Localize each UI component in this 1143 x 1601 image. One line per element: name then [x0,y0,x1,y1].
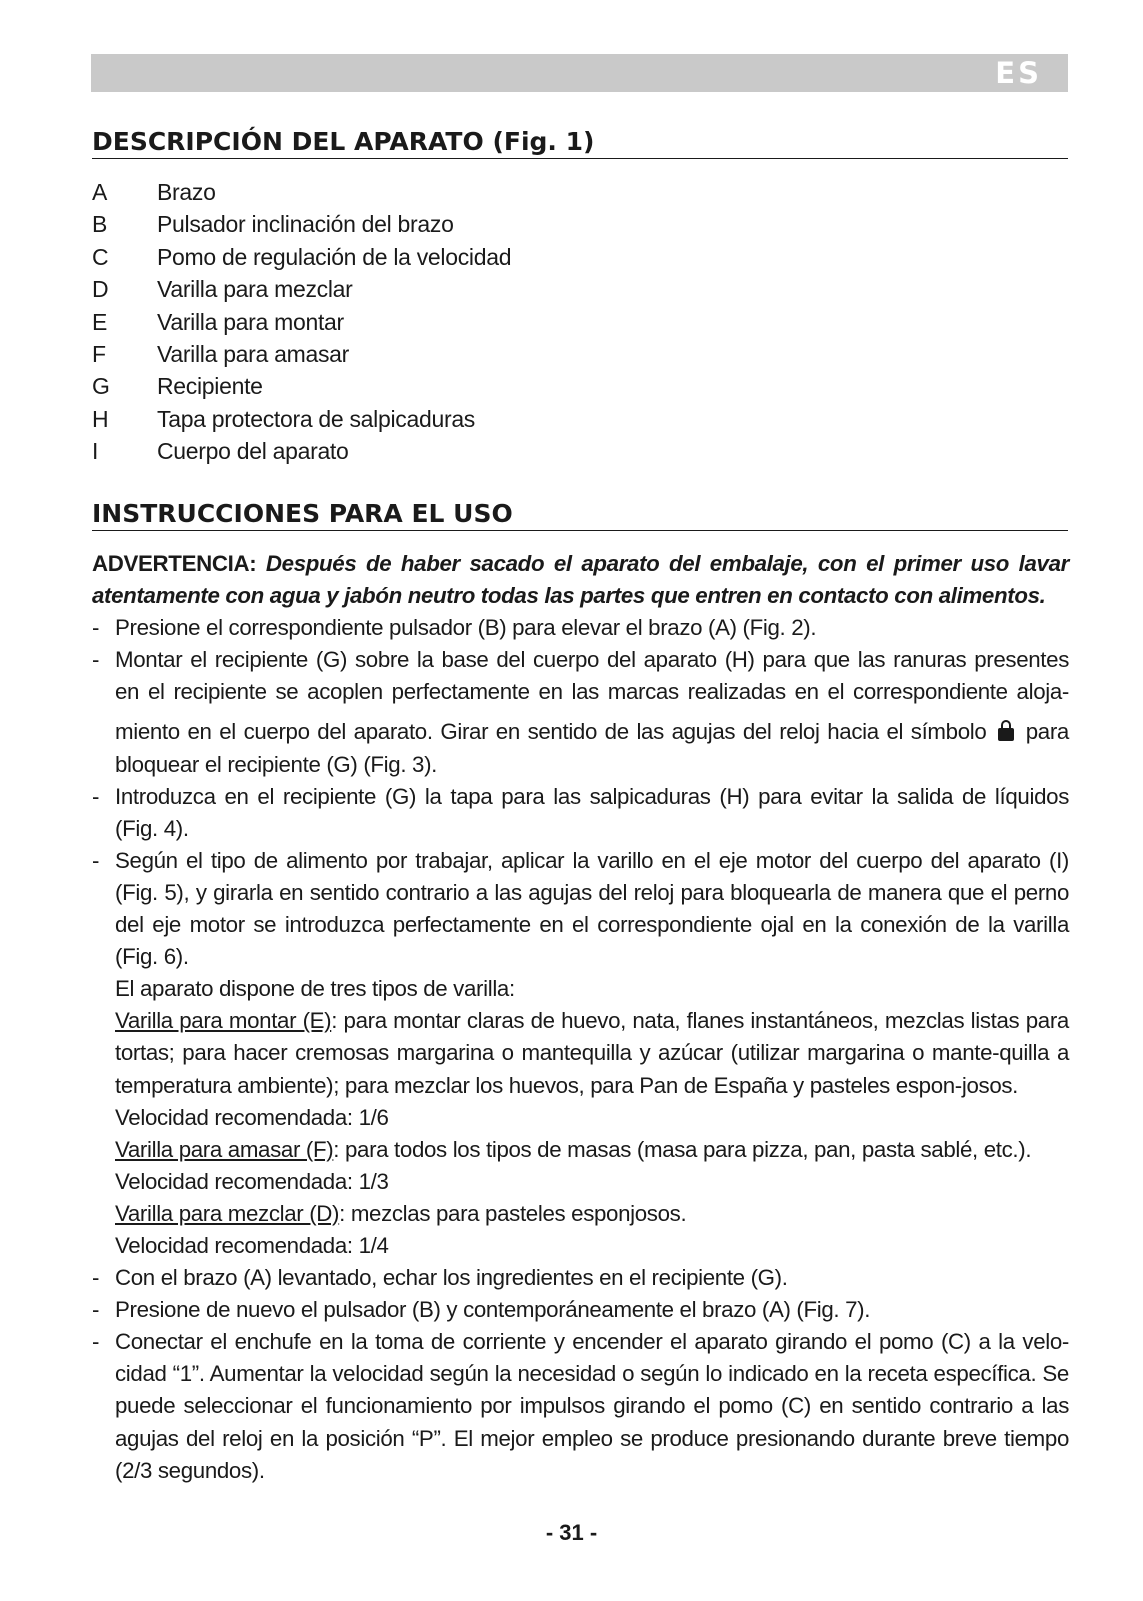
instruction-step [92,1262,1069,1294]
instruction-step [92,845,1069,973]
bullet-dash: - [92,1265,100,1291]
part-label: Cuerpo del aparato [157,438,349,465]
list-item [92,176,511,208]
step-text: Presione el correspondiente pulsador (B) para elevar el brazo (A) (Fig. 2). [115,615,817,641]
list-item [92,273,511,305]
warning-paragraph [92,548,1069,612]
whisk-name: Varilla para amasar (F) [115,1136,334,1162]
list-item [92,338,511,370]
language-label: ES [995,56,1042,90]
list-item [92,370,511,402]
part-code: F [92,340,106,367]
step-text-line [115,716,1069,748]
part-label: Brazo [157,179,216,205]
part-label: Pulsador inclinación del brazo [157,211,454,238]
bullet-dash: - [92,847,100,873]
part-code: C [92,243,109,270]
warning-label: ADVERTENCIA: [92,551,257,576]
bullet-dash: - [92,647,100,673]
part-code: B [92,211,108,238]
step-text-fragment: para [1025,719,1069,745]
whisk-speed: Velocidad recomendada: 1/3 [115,1168,389,1194]
step-text: Presione de nuevo el pulsador (B) y contemporáneamente el brazo (A) (Fig. 7). [115,1297,871,1323]
part-code: E [92,308,108,335]
warning-text: Después de haber sacado el aparato del embalaje, con el primer uso lavar atentamente con agua y jabón neutro todas las partes que entren en contacto con alimentos. [92,551,1069,609]
step-text-fragment: miento en el cuerpo del aparato. Girar en sentido de las agujas del reloj hacia el símbolo [115,719,987,745]
page-number: - 31 - [545,1520,598,1545]
step-text: Conectar el enchufe en la toma de corriente y encender el aparato girando el pomo (C) a la velo-cidad “1”. Aumentar la velocidad según la necesidad o según lo indicado en la receta específica. Se puede seleccionar el funcionamiento por impulsos girando el pomo (C) en sentido contrario a las agujas del reloj en la posición “P”. El mejor empleo se produce presionando durante breve tiempo (2/3 segundos). [115,1329,1069,1483]
step-text: Introduzca en el recipiente (G) la tapa para las salpicaduras (H) para evitar la salida de líquidos (Fig. 4). [115,783,1069,841]
part-code: A [92,179,108,205]
whisk-description: : mezclas para pasteles esponjosos. [339,1200,687,1226]
list-item [92,435,511,467]
step-text-line: bloquear el recipiente (G) (Fig. 3). [115,751,437,777]
instruction-step [92,1294,1069,1326]
bullet-dash: - [92,1329,100,1355]
part-code: H [92,405,109,432]
part-label: Pomo de regulación de la velocidad [157,243,512,270]
whisk-amasar [92,1134,1069,1166]
part-code: D [92,276,109,303]
list-item [92,208,511,240]
step-text-line: en el recipiente se acoplen perfectamente en las marcas realizadas en el correspondiente aloja- [115,679,1069,705]
bullet-dash: - [92,1297,100,1323]
instructions-body [92,548,1069,1487]
instruction-step [92,781,1069,845]
whisk-types-intro: El aparato dispone de tres tipos de varilla: [115,976,515,1002]
whisk-speed: Velocidad recomendada: 1/6 [115,1104,389,1130]
whisk-description: : para todos los tipos de masas (masa para pizza, pan, pasta sablé, etc.). [333,1136,1032,1162]
whisk-name: Varilla para montar (E) [115,1008,332,1034]
whisk-montar [92,1005,1069,1101]
section-title-description: DESCRIPCIÓN DEL APARATO (Fig. 1) [92,127,1068,159]
instruction-step [92,1326,1069,1486]
list-item [92,241,511,273]
list-item [92,306,511,338]
whisk-description: : para montar claras de huevo, nata, flanes instantáneos, mezclas listas para tortas; para hacer cremosas margarina o mantequilla y azúcar (utilizar margarina o mante-quilla a temperatura ambiente); para mezclar los huevos, para Pan de España y pasteles espon-josos. [115,1008,1069,1098]
instruction-step [92,612,1069,644]
whisk-name: Varilla para mezclar (D) [115,1200,340,1226]
list-item [92,403,511,435]
step-text-line: Montar el recipiente (G) sobre la base del cuerpo del aparato (H) para que las ranuras presentes [115,647,1069,673]
part-label: Recipiente [157,373,263,400]
part-label: Varilla para mezclar [157,276,353,303]
part-label: Tapa protectora de salpicaduras [157,405,476,432]
part-code: I [92,438,99,465]
part-code: G [92,373,110,400]
whisk-mezclar [92,1198,1069,1230]
instruction-step [92,644,1069,780]
lock-icon [998,720,1014,741]
whisk-speed: Velocidad recomendada: 1/4 [115,1232,389,1258]
header-band [91,54,1068,92]
step-text: Según el tipo de alimento por trabajar, aplicar la varillo en el eje motor del cuerpo del aparato (I) (Fig. 5), y girarla en sentido contrario a las agujas del reloj para bloquearla de manera que el perno del eje motor se introduzca perfectamente en el correspondiente ojal en la conexión de la varilla (Fig. 6). [115,847,1069,970]
bullet-dash: - [92,783,100,809]
bullet-dash: - [92,615,100,641]
part-label: Varilla para montar [157,308,344,335]
section-title-instructions: INSTRUCCIONES PARA EL USO [92,499,1068,531]
part-label: Varilla para amasar [157,340,350,367]
step-text: Con el brazo (A) levantado, echar los ingredientes en el recipiente (G). [115,1265,788,1291]
parts-list [92,176,511,468]
